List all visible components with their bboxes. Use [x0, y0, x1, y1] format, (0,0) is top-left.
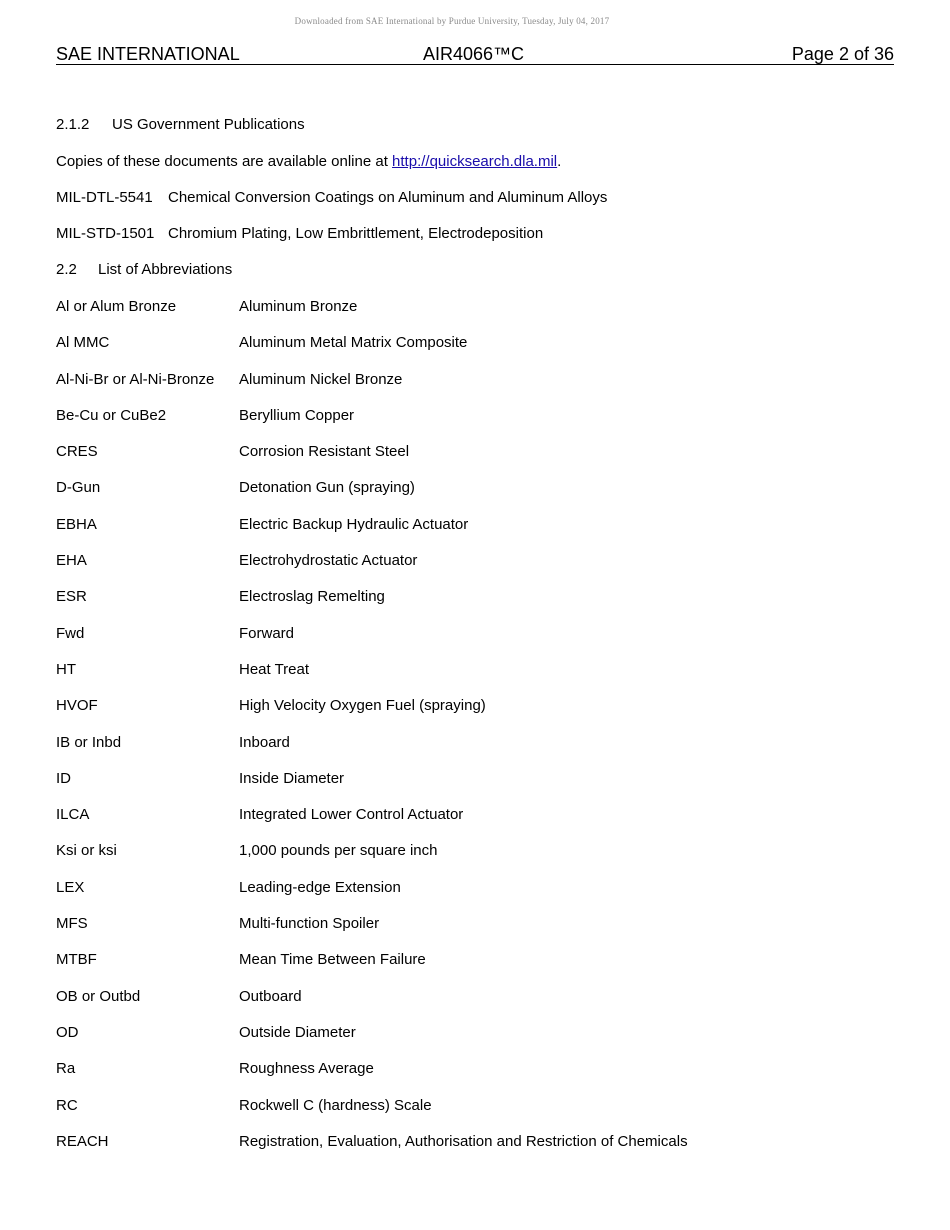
section-number: 2.1.2 [56, 116, 90, 133]
publication-row [56, 225, 543, 243]
abbreviation-definition: Mean Time Between Failure [239, 951, 426, 969]
abbreviation-definition: Registration, Evaluation, Authorisation and Restriction of Chemicals [239, 1132, 688, 1150]
publication-title: Chromium Plating, Low Embrittlement, Electrodeposition [168, 225, 544, 242]
abbreviation-definition: Aluminum Metal Matrix Composite [239, 334, 468, 352]
abbreviation-definition: Forward [239, 624, 295, 642]
abbreviation-definition: Aluminum Bronze [239, 298, 358, 315]
quicksearch-link[interactable]: http://quicksearch.dla.mil [392, 153, 558, 170]
header-page-number: Page 2 of 36 [791, 44, 894, 64]
abbreviation-definition: Outboard [239, 987, 302, 1005]
abbreviation-definition: Roughness Average [239, 1060, 374, 1078]
abbreviation-term: CRES [56, 443, 98, 461]
copies-suffix: . [557, 153, 562, 170]
section-number: 2.2 [56, 261, 77, 278]
abbreviation-term: Al MMC [56, 334, 110, 352]
page-header [56, 44, 894, 65]
abbreviation-term: RC [56, 1096, 78, 1114]
download-watermark: Downloaded from SAE International by Purdue University, Tuesday, July 04, 2017 [294, 16, 610, 26]
abbreviation-term: LEX [56, 878, 85, 896]
abbreviation-term: MTBF [56, 951, 97, 969]
abbreviation-definition: Electric Backup Hydraulic Actuator [239, 515, 469, 533]
abbreviation-definition: 1,000 pounds per square inch [239, 842, 438, 860]
abbreviation-definition: Rockwell C (hardness) Scale [239, 1096, 432, 1114]
abbreviation-term: D-Gun [56, 479, 101, 497]
abbreviation-term: Be-Cu or CuBe2 [56, 406, 167, 424]
abbreviation-term: Ksi or ksi [56, 842, 117, 860]
abbreviation-term: Ra [56, 1060, 76, 1078]
abbreviation-term: EHA [56, 552, 87, 570]
abbreviation-term: ILCA [56, 806, 90, 824]
abbreviation-definition: Electrohydrostatic Actuator [239, 552, 418, 570]
section-title: US Government Publications [112, 116, 305, 133]
header-document-id: AIR4066™C [423, 44, 525, 64]
abbreviation-term: EBHA [56, 515, 97, 533]
abbreviation-definition: Beryllium Copper [239, 406, 355, 424]
abbreviation-term: MFS [56, 915, 88, 933]
copies-text: Copies of these documents are available online at [56, 153, 393, 170]
abbreviation-definition: Integrated Lower Control Actuator [239, 806, 464, 824]
abbreviation-term: REACH [56, 1132, 109, 1150]
abbreviation-definition: Outside Diameter [239, 1023, 356, 1041]
abbreviation-definition: Leading-edge Extension [239, 878, 401, 896]
abbreviation-definition: Corrosion Resistant Steel [239, 443, 410, 461]
abbreviation-definition: Aluminum Nickel Bronze [239, 370, 403, 388]
publication-id: MIL-DTL-5541 [56, 189, 153, 206]
abbreviation-term: OB or Outbd [56, 987, 141, 1005]
abbreviation-term: IB or Inbd [56, 733, 122, 751]
abbreviation-definition: Heat Treat [239, 660, 310, 678]
header-organization: SAE INTERNATIONAL [56, 44, 240, 64]
section-heading-2-1-2 [56, 116, 305, 134]
publication-title: Chemical Conversion Coatings on Aluminum and Aluminum Alloys [168, 189, 608, 206]
publication-row [56, 189, 607, 207]
abbreviation-definition: Inboard [239, 733, 290, 751]
publication-id: MIL-STD-1501 [56, 225, 155, 242]
abbreviation-term: ID [56, 769, 71, 787]
section-heading-2-2 [56, 261, 232, 279]
abbreviation-term: HVOF [56, 697, 98, 715]
abbreviation-term: HT [56, 660, 76, 678]
abbreviation-term: Fwd [56, 624, 85, 642]
abbreviation-term: ESR [56, 588, 87, 606]
abbreviation-definition: Electroslag Remelting [239, 588, 385, 606]
abbreviation-term: Al-Ni-Br or Al-Ni-Bronze [56, 370, 215, 388]
abbreviation-definition: Multi-function Spoiler [239, 915, 380, 933]
abbreviation-definition: High Velocity Oxygen Fuel (spraying) [239, 697, 486, 715]
abbreviation-definition: Detonation Gun (spraying) [239, 479, 415, 497]
abbreviation-definition: Inside Diameter [239, 769, 345, 787]
abbreviation-term: Al or Alum Bronze [56, 298, 177, 315]
copies-availability-paragraph [56, 153, 561, 171]
abbreviation-term: OD [56, 1023, 79, 1041]
section-title: List of Abbreviations [98, 261, 233, 278]
